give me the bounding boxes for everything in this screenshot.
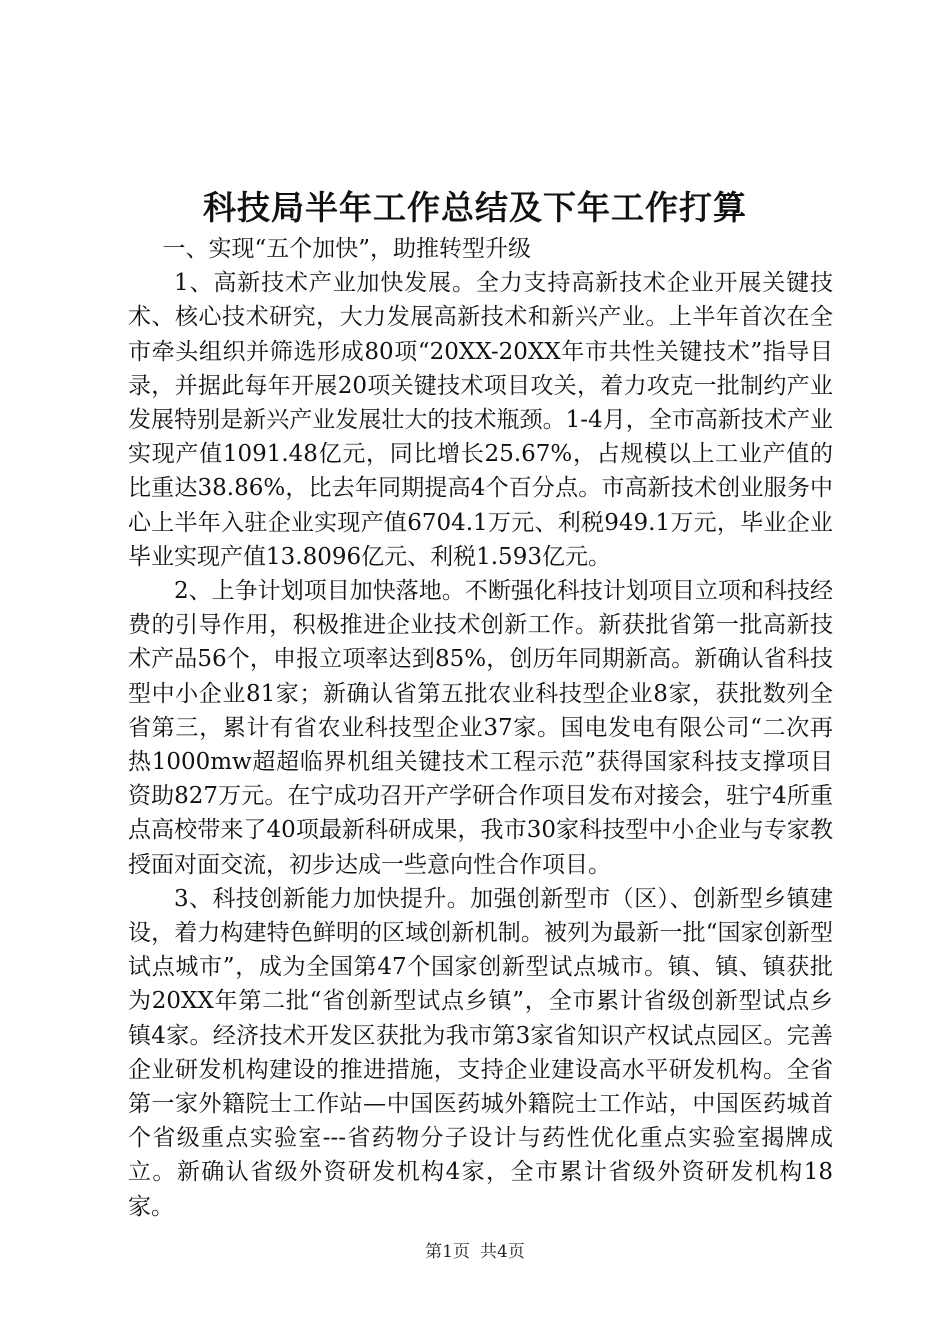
section-heading: 一、实现“五个加快”，助推转型升级 [162,236,532,262]
paragraph-project-implementation: 2、上争计划项目加快落地。不断强化科技计划项目立项和科技经费的引导作用，积极推进企业技术创新工作。新获批省第一批高新技术产品56个，申报立项率达到85%，创历年同期新高。新确认省科技型中小企业81家；新确认省第五批农业科技型企业8家，获批数列全省第三，累计有省农业科技型企业37家。国电发电有限公司“二次再热1000mw超超临界机组关键技术工程示范”获得国家科技支撑项目资助827万元。在宁成功召开产学研合作项目发布对接会，驻宁4所重点高校带来了40项最新科研成果，我市30家科技型中小企业与专家教授面对面交流，初步达成一些意向性合作项目。 [128,578,833,878]
paragraph-innovation-capacity: 3、科技创新能力加快提升。加强创新型市（区）、创新型乡镇建设，着力构建特色鲜明的区域创新机制。被列为最新一批“国家创新型试点城市”，成为全国第47个国家创新型试点城市。镇、镇、镇获批为20XX年第二批“省创新型试点乡镇”，全市累计省级创新型试点乡镇4家。经济技术开发区获批为我市第3家省知识产权试点园区。完善企业研发机构建设的推进措施，支持企业建设高水平研发机构。全省第一家外籍院士工作站—中国医药城外籍院士工作站，中国医药城首个省级重点实验室---省药物分子设计与药性优化重点实验室揭牌成立。新确认省级外资研发机构4家，全市累计省级外资研发机构18家。 [128,885,833,1220]
document-body [128,232,833,1224]
page-number-total: 共4页 [480,1242,525,1262]
document-title: 科技局半年工作总结及下年工作打算 [203,188,747,227]
page-footer [0,1240,950,1264]
paragraph-high-tech-industry: 1、高新技术产业加快发展。全力支持高新技术企业开展关键技术、核心技术研究，大力发展高新技术和新兴产业。上半年首次在全市牵头组织并筛选形成80项“20XX-20XX年市共性关键技术”指导目录，并据此每年开展20项关键技术项目攻关，着力攻克一批制约产业发展特别是新兴产业发展壮大的技术瓶颈。1-4月，全市高新技术产业实现产值1091.48亿元，同比增长25.67%，占规模以上工业产值的比重达38.86%，比去年同期提高4个百分点。市高新技术创业服务中心上半年入驻企业实现产值6704.1万元、利税949.1万元，毕业企业毕业实现产值13.8096亿元、利税1.593亿元。 [128,270,833,570]
page-number-current: 第1页 [425,1242,470,1262]
